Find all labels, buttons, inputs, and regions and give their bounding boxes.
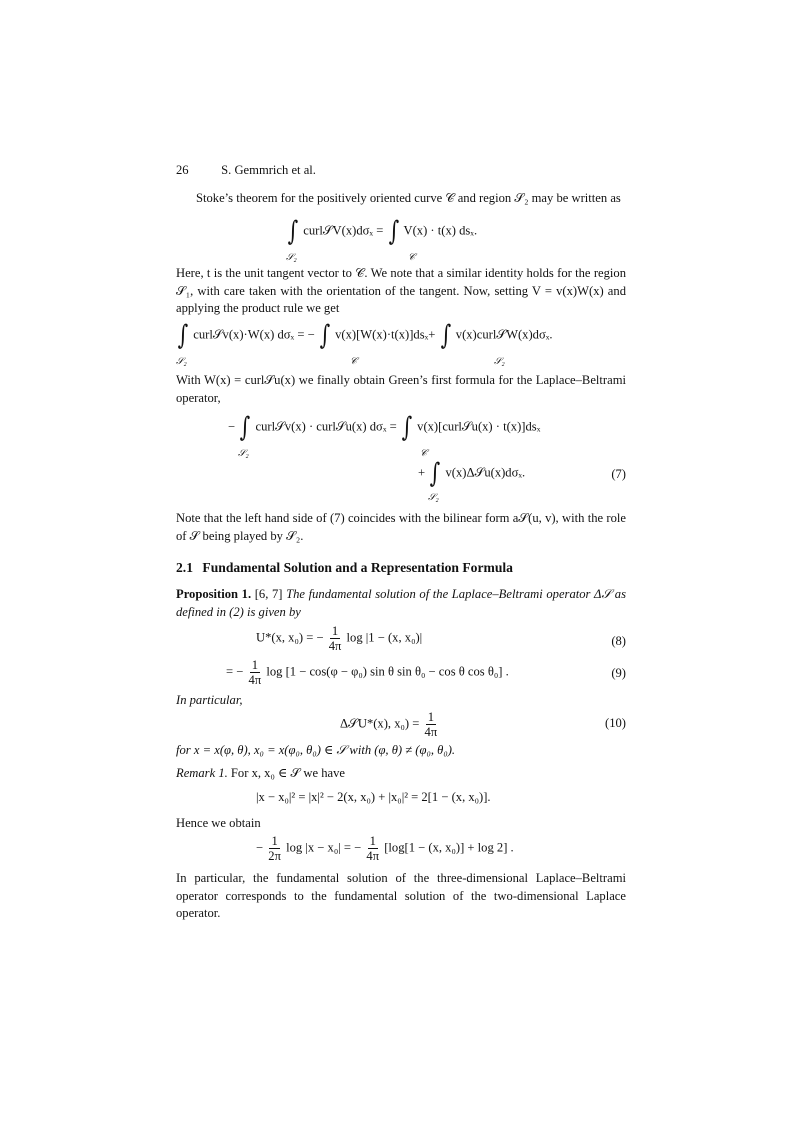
proposition-text: The fundamental solution of the Laplace–Beltrami operator Δ𝒮 as defined in (2) is given by [176,587,627,619]
integral-sign: ∫ [177,320,189,351]
fraction [249,658,262,687]
equation-8-rhs: log |1 − (x, x₀)| [346,630,423,645]
proposition-citation: [6, 7] [254,587,283,601]
equation-green-lhs: curl𝒮v(x) · curl𝒮u(x) dσₓ = [255,419,397,434]
integral-domain-label: 𝒞 [350,357,357,367]
integral-sign: ∫ [319,320,331,351]
remark-text: For x, x₀ ∈ 𝒮 we have [230,766,345,780]
equation-number: (9) [611,666,626,680]
section-number: 2.1 [176,560,193,575]
equation-9-lhs: = − [226,664,244,679]
equation-norm: |x − x₀|² = |x|² − 2(x, x₀) + |x₀|² = 2[1 − (x, x₀)]. [256,790,491,804]
integral-sign: ∫ [401,412,413,443]
fraction-denominator: 2π [268,849,281,863]
equation-log-mid: log |x − x₀| = − [286,840,362,855]
fraction [366,834,379,863]
proposition-label: Proposition 1. [176,587,252,601]
equation-number: (10) [605,716,626,730]
remark-1 [176,765,626,783]
equation-log-rhs: [log[1 − (x, x₀)] + log 2] . [384,840,514,855]
equation-10 [340,710,439,739]
equation-product-term2: v(x)[W(x)·t(x)]dsₓ+ [335,327,436,342]
equation-log [256,834,514,863]
equation-number: (7) [611,467,626,481]
integral-domain-label: 𝒮₂ [176,357,187,367]
paragraph-tangent: Here, t is the unit tangent vector to 𝒞. We note that a similar identity holds for the region 𝒮₁, with care taken with the orientation of the tangent. Now, setting V = v(x)W(x) and applying the product rule we get [176,266,626,316]
integral-domain-label: 𝒮₂ [428,493,439,503]
equation-8-lhs: U*(x, x₀) = − [256,630,324,645]
equation-9-rhs: log [1 − cos(φ − φ₀) sin θ sin θ₀ − cos θ cos θ₀] . [266,664,509,679]
integral-domain-label: 𝒮₂ [286,253,297,263]
paragraph-green: With W(x) = curl𝒮u(x) we finally obtain Green’s first formula for the Laplace–Beltrami operator, [176,373,626,405]
equation-green-line1 [228,412,540,443]
in-particular-text: In particular, [176,693,243,707]
integral-domain-label: 𝒮₂ [238,449,249,459]
fraction-denominator: 4π [424,725,438,739]
integral-sign: ∫ [440,320,451,351]
fraction-numerator: 1 [427,710,434,724]
integral-sign: ∫ [287,216,299,247]
fraction-denominator: 4π [366,849,380,863]
integral-domain-label: 𝒞 [408,253,415,263]
equation-product-rule [176,320,553,351]
fraction-denominator: 4π [328,639,342,653]
equation-green-rhs2: v(x)Δ𝒮u(x)dσₓ. [445,465,526,480]
equation-stokes-rhs: V(x) · t(x) dsₓ. [403,223,478,238]
equation-stokes [286,216,477,247]
page-number: 26 [176,163,189,177]
equation-green-line2 [418,458,525,489]
author-line: S. Gemmrich et al. [221,163,316,177]
proposition-1 [176,586,626,621]
equation-log-minus: − [256,840,264,855]
paragraph-bilinear: Note that the left hand side of (7) coincides with the bilinear form a𝒮(u, v), with the role of 𝒮 being played by 𝒮₂. [176,511,626,543]
equation-number: (8) [611,634,626,648]
equation-product-term3: v(x)curl𝒮W(x)dσₓ. [455,327,553,342]
integral-sign: ∫ [388,216,399,247]
equation-product-term1: curl𝒮v(x)·W(x) dσₓ = − [193,327,315,342]
hence-text: Hence we obtain [176,816,261,830]
fraction-numerator: 1 [331,624,339,638]
for-clause: for x = x(φ, θ), x₀ = x(φ₀, θ₀) ∈ 𝒮 with (φ, θ) ≠ (φ₀, θ₀). [176,743,456,757]
fraction-numerator: 1 [271,834,278,848]
fraction [425,710,438,739]
integral-domain-label: 𝒮₂ [494,357,505,367]
fraction-numerator: 1 [251,658,258,672]
equation-green-minus: − [228,419,236,434]
equation-stokes-lhs: curl𝒮V(x)dσₓ = [303,223,384,238]
equation-10-lhs: Δ𝒮U*(x), x₀) = [340,716,420,731]
paragraph-stokes: Stoke’s theorem for the positively oriented curve 𝒞 and region 𝒮₂ may be written as [196,191,621,205]
equation-9 [226,658,509,687]
fraction [329,624,342,653]
section-heading [176,560,513,576]
fraction-numerator: 1 [369,834,376,848]
equation-green-rhs1: v(x)[curl𝒮u(x) · t(x)]dsₓ [417,419,541,434]
fraction-denominator: 4π [248,673,262,687]
integral-domain-label: 𝒞 [420,449,427,459]
integral-sign: ∫ [430,458,441,489]
remark-label: Remark 1. [176,766,228,780]
running-head [176,163,316,178]
integral-sign: ∫ [240,412,251,443]
section-title: Fundamental Solution and a Representation Formula [202,560,513,575]
fraction [268,834,281,863]
equation-green-plus: + [418,465,426,480]
equation-8 [256,624,422,653]
paragraph-final: In particular, the fundamental solution of the three-dimensional Laplace–Beltrami operator corresponds to the fundamental solution of the two-dimensional Laplace operator. [176,871,626,921]
